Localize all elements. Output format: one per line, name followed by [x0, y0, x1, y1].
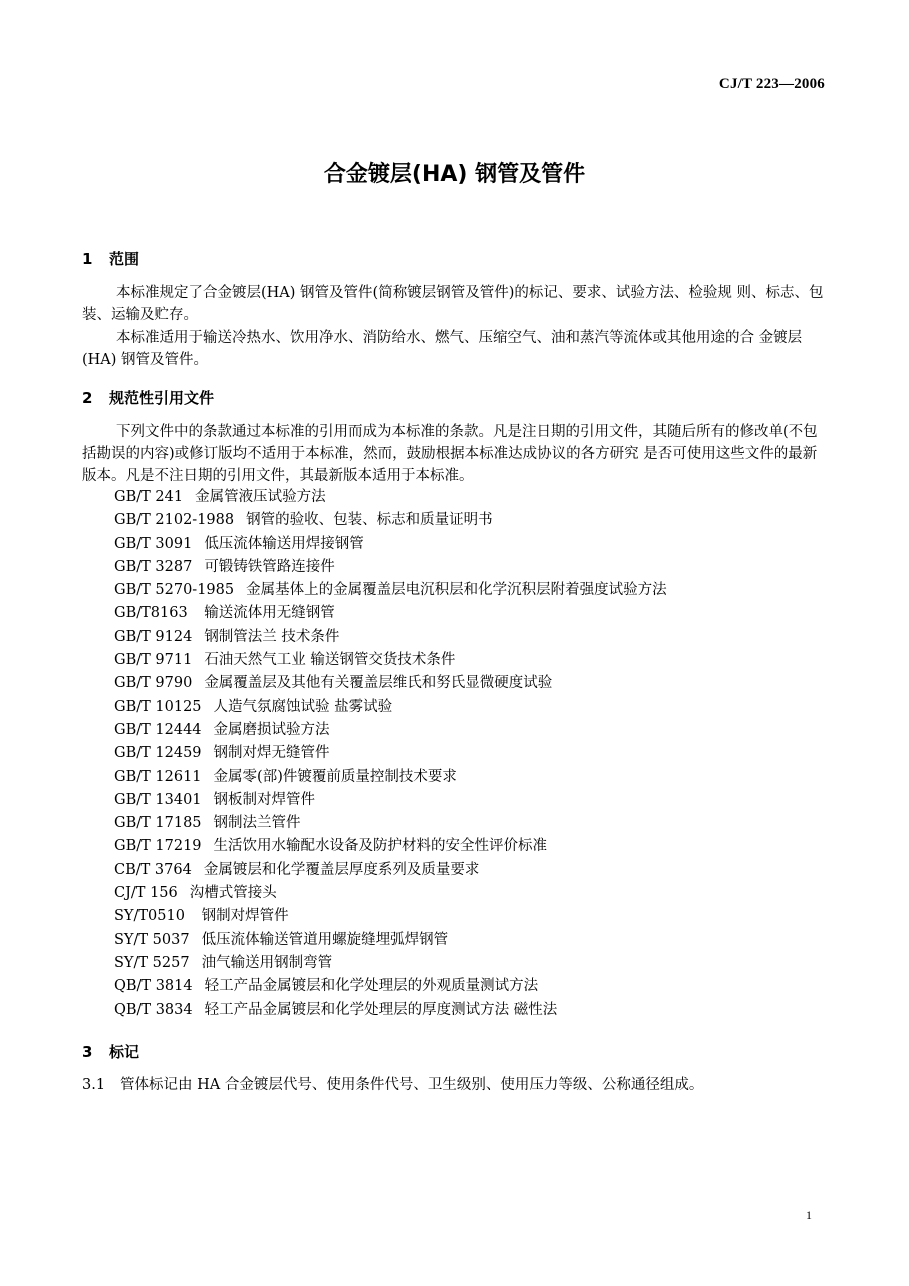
- list-item: GB/T 241 金属管液压试验方法: [114, 489, 326, 505]
- list-item: GB/T 12444 金属磨损试验方法: [114, 721, 330, 738]
- list-item: GB/T 12611 金属零(部)件镀覆前质量控制技术要求: [114, 768, 457, 785]
- page-number: 1: [806, 1208, 812, 1222]
- list-item: GB/T 12459 钢制对焊无缝管件: [114, 745, 330, 762]
- list-item: GB/T 9790 金属覆盖层及其他有关覆盖层维氏和努氏显微硬度试验: [114, 675, 553, 692]
- scope-paragraph-2: 本标准适用于输送冷热水、饮用净水、消防给水、燃气、压缩空气、油和蒸汽等流体或其他用途的合 金镀层(HA) 钢管及管件。: [82, 330, 803, 368]
- list-item: CJ/T 156 沟槽式管接头: [114, 885, 277, 902]
- section-number: 1: [82, 250, 93, 268]
- list-item: GB/T 9711 石油天然气工业 输送钢管交货技术条件: [114, 652, 456, 669]
- reference-list: [114, 486, 667, 1022]
- list-item: GB/T8163 输送流体用无缝钢管: [114, 605, 335, 622]
- section-number: 2: [82, 389, 93, 407]
- list-item: GB/T 10125 人造气氛腐蚀试验 盐雾试验: [114, 698, 393, 715]
- list-item: GB/T 9124 钢制管法兰 技术条件: [114, 628, 340, 645]
- list-item: QB/T 3814 轻工产品金属镀层和化学处理层的外观质量测试方法: [114, 978, 539, 995]
- normative-refs-intro: 下列文件中的条款通过本标准的引用而成为本标准的条款。凡是注日期的引用文件，其随后所有的修改单(不包括勘误的内容)或修订版均不适用于本标准，然而，鼓励根据本标准达成协议的各方研究 是否可使用这些文件的最新版本。凡是不注日期的引用文件，其最新版本适用于本标准。: [82, 424, 818, 484]
- clause-text: 管体标记由 HA 合金镀层代号、使用条件代号、卫生级别、使用压力等级、公称通径组成。: [120, 1077, 704, 1093]
- list-item: SY/T 5257 油气输送用钢制弯管: [114, 954, 333, 971]
- list-item: GB/T 2102-1988 钢管的验收、包装、标志和质量证明书: [114, 512, 493, 529]
- section-title: 规范性引用文件: [109, 389, 215, 407]
- list-item: SY/T 5037 低压流体输送管道用螺旋缝埋弧焊钢管: [114, 931, 449, 948]
- section-heading-marking: [82, 1041, 139, 1062]
- list-item: GB/T 3091 低压流体输送用焊接钢管: [114, 535, 364, 552]
- list-item: QB/T 3834 轻工产品金属镀层和化学处理层的厚度测试方法 磁性法: [114, 1001, 558, 1018]
- marking-clause-3-1: [82, 1074, 842, 1096]
- document-title: 合金镀层(HA) 钢管及管件: [323, 162, 586, 187]
- section-title: 范围: [109, 250, 140, 268]
- list-item: GB/T 3287 可锻铸铁管路连接件: [114, 558, 335, 575]
- section-title: 标记: [109, 1043, 140, 1061]
- standard-code: CJ/T 223—2006: [718, 76, 825, 92]
- list-item: SY/T0510 钢制对焊管件: [114, 908, 289, 925]
- clause-number: 3.1: [82, 1077, 106, 1093]
- list-item: GB/T 17185 钢制法兰管件: [114, 815, 301, 832]
- list-item: CB/T 3764 金属镀层和化学覆盖层厚度系列及质量要求: [114, 861, 480, 878]
- scope-paragraph-1: 本标准规定了合金镀层(HA) 钢管及管件(简称镀层钢管及管件)的标记、要求、试验方法、检验规 则、标志、包装、运输及贮存。: [82, 285, 824, 323]
- section-heading-scope: [82, 248, 139, 269]
- section-number: 3: [82, 1043, 93, 1061]
- list-item: GB/T 5270-1985 金属基体上的金属覆盖层电沉积层和化学沉积层附着强度试验方法: [114, 582, 667, 599]
- section-heading-normative-refs: [82, 387, 214, 408]
- list-item: GB/T 13401 钢板制对焊管件: [114, 791, 316, 808]
- list-item: GB/T 17219 生活饮用水输配水设备及防护材料的安全性评价标准: [114, 838, 548, 855]
